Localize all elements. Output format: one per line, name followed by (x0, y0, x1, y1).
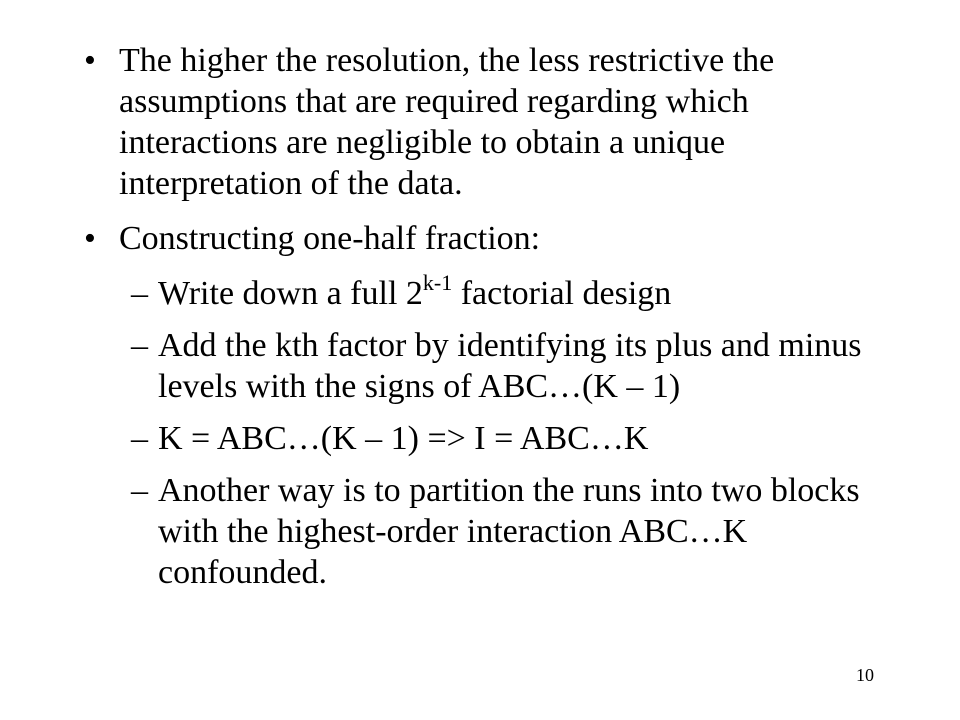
sub-item-defining-relation (131, 418, 884, 459)
sub-item-text: Another way is to partition the runs into two blocks with the highest-order interaction ABC…K confounded. (158, 472, 860, 591)
sub-list (131, 270, 884, 593)
sub-item-text (158, 270, 884, 314)
sub-item-partition (131, 470, 884, 593)
bullet-marker: • (84, 42, 96, 79)
sub-item-kth-factor (131, 325, 884, 407)
page-number: 10 (856, 665, 874, 685)
dash-marker: – (131, 275, 148, 312)
sub-item-text-post: factorial design (452, 275, 672, 312)
exponent: k-1 (422, 270, 453, 295)
dash-marker: – (131, 472, 148, 509)
sub-item-text-pre: Write down a full 2 (158, 275, 423, 312)
sub-item-text: Add the kth factor by identifying its plus and minus levels with the signs of ABC…(K – 1) (158, 327, 862, 405)
bullet-list (84, 40, 884, 604)
bullet-constructing (84, 218, 884, 259)
bullet-marker: • (84, 220, 96, 257)
sub-item-text: K = ABC…(K – 1) => I = ABC…K (158, 420, 649, 457)
bullet-resolution (84, 40, 884, 204)
bullet-text: Constructing one-half fraction: (119, 220, 541, 257)
dash-marker: – (131, 327, 148, 364)
bullet-text: The higher the resolution, the less restrictive the assumptions that are required regarding which interactions are negligible to obtain a unique interpretation of the data. (119, 42, 775, 202)
dash-marker: – (131, 420, 148, 457)
sub-item-full-design (131, 270, 884, 314)
